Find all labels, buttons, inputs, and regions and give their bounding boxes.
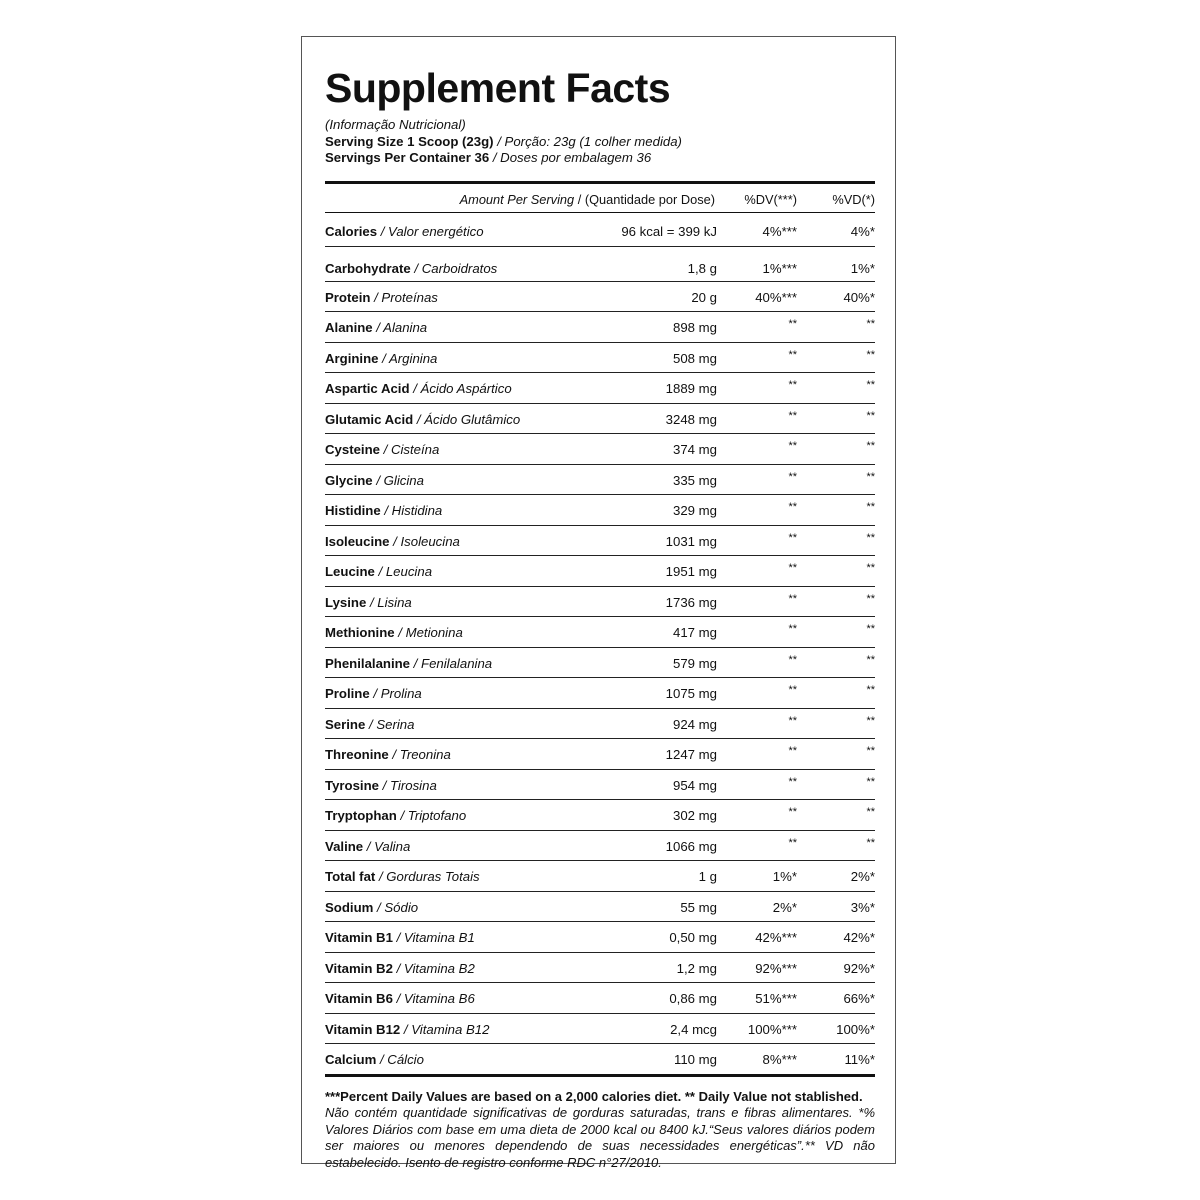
nutrient-name-pt: / Valor energético: [377, 223, 484, 239]
nutrient-amount: 0,86 mg: [669, 991, 717, 1006]
nutrient-dv: 40%***: [755, 289, 797, 305]
nutrient-name-en: Glycine: [325, 472, 373, 488]
footnote-english: ***Percent Daily Values are based on a 2,000 calories diet. ** Daily Value not stablished.: [325, 1088, 863, 1104]
nutrient-name-pt: / Metionina: [394, 625, 463, 640]
nutrient-name: [325, 900, 418, 915]
nutrient-amount: 96 kcal = 399 kJ: [621, 223, 717, 239]
nutrient-dv: **: [788, 409, 797, 422]
nutrient-name: [325, 869, 480, 884]
nutrient-name-en: Tryptophan: [325, 808, 397, 823]
nutrient-dv: **: [788, 653, 797, 666]
nutrient-name: [325, 656, 492, 671]
nutrient-vd: 1%*: [850, 260, 875, 276]
nutrient-name-pt: / Fenilalanina: [410, 655, 493, 671]
nutrient-amount: 924 mg: [673, 716, 717, 732]
table-row: [325, 922, 875, 953]
nutrient-name-pt: / Glicina: [372, 472, 424, 488]
nutrient-dv: **: [788, 745, 797, 757]
info-text: (Informação Nutricional): [325, 117, 466, 132]
nutrient-name: [325, 261, 497, 276]
nutrient-amount: 898 mg: [673, 320, 717, 335]
nutrient-dv: **: [788, 775, 797, 788]
nutrient-name-en: Lysine: [325, 594, 367, 610]
table-row: [325, 434, 875, 465]
nutrient-name: [325, 224, 484, 239]
table-row: [325, 770, 875, 801]
nutrient-amount: 55 mg: [680, 899, 717, 915]
nutrient-name: [325, 747, 451, 762]
nutrient-name-en: Vitamin B2: [325, 960, 393, 976]
nutrient-vd: **: [866, 409, 875, 422]
nutrient-name-en: Alanine: [325, 320, 373, 335]
nutrient-name: [325, 595, 412, 610]
nutrient-name-en: Vitamin B1: [325, 930, 393, 945]
nutrient-name-pt: / Tirosina: [379, 777, 437, 793]
nutrient-name-en: Aspartic Acid: [325, 381, 410, 396]
servings-per-container-line: [325, 150, 875, 167]
nutrient-vd: **: [866, 440, 875, 452]
nutrient-name-pt: / Cisteína: [379, 442, 440, 457]
nutrient-dv: 1%*: [772, 869, 797, 884]
nutrient-amount: 1 g: [698, 869, 717, 884]
nutrient-name: [325, 808, 466, 823]
table-row: [325, 556, 875, 587]
nutrient-name-en: Tyrosine: [325, 777, 379, 793]
nutrient-dv: **: [788, 836, 797, 849]
nutrient-name-pt: / Prolina: [369, 686, 422, 701]
nutrient-dv: **: [788, 348, 797, 361]
nutrient-vd: **: [866, 470, 875, 483]
table-row: [325, 678, 875, 709]
nutrient-amount: 417 mg: [673, 625, 717, 640]
nutrient-dv: **: [788, 714, 797, 727]
nutrient-name-pt: / Sódio: [373, 899, 419, 915]
nutrient-dv: 100%***: [747, 1021, 797, 1037]
table-row: [325, 526, 875, 557]
nutrient-vd: **: [866, 806, 875, 818]
nutrient-vd: 66%*: [843, 991, 875, 1006]
footnote-portuguese: Não contém quantidade significativas de gorduras saturadas, trans e fibras alimentares. *% Valores Diários com base em uma dieta de 2000 kcal ou 8400 kJ.“Seus valores diários podem ser maiores ou menores dependendo de suas necessidades energéticas”.** VD não estabelecido. Isento de registro conforme RDC n°27/2010.: [325, 1105, 875, 1170]
nutrient-name-en: Threonine: [325, 747, 389, 762]
nutrient-name: [325, 991, 475, 1006]
nutrient-amount: 1066 mg: [665, 838, 717, 854]
nutrient-name-en: Carbohydrate: [325, 260, 411, 276]
nutrient-name-pt: / Proteínas: [370, 289, 438, 305]
nutrient-name-en: Protein: [325, 289, 371, 305]
nutrient-name: [325, 930, 475, 945]
nutrient-name-en: Glutamic Acid: [325, 411, 414, 427]
table-row: [325, 1014, 875, 1045]
table-row: [325, 800, 875, 831]
table-row: [325, 739, 875, 770]
panel-content: [325, 59, 875, 1171]
nutrient-amount: 1951 mg: [665, 564, 717, 579]
table-row: [325, 861, 875, 892]
nutrient-name-pt: / Treonina: [388, 747, 451, 762]
nutrient-vd: 4%*: [850, 223, 875, 239]
nutrient-name: [325, 351, 437, 366]
nutrient-name-pt: / Vitamina B6: [392, 991, 475, 1006]
nutrient-amount: 110 mg: [673, 1052, 717, 1067]
nutrient-name-en: Calories: [325, 223, 378, 239]
nutrient-dv: **: [788, 592, 797, 605]
table-header: [325, 184, 875, 212]
nutrient-name: [325, 778, 437, 793]
table-row: [325, 465, 875, 496]
nutrient-name-pt: / Alanina: [372, 320, 428, 335]
nutrient-name-pt: / Vitamina B2: [392, 960, 475, 976]
nutrient-name: [325, 961, 475, 976]
nutrient-amount: 0,50 mg: [669, 930, 717, 945]
table-row: [325, 213, 875, 247]
nutrient-vd: **: [866, 714, 875, 727]
nutrient-amount: 1031 mg: [665, 533, 717, 549]
table-row: [325, 373, 875, 404]
nutrient-name-pt: / Ácido Glutâmico: [413, 411, 521, 427]
nutrient-amount: 302 mg: [673, 808, 717, 823]
nutrient-vd: 3%*: [850, 899, 875, 915]
table-row: [325, 247, 875, 282]
table-row: [325, 343, 875, 374]
nutrient-amount: 1,2 mg: [676, 960, 717, 976]
nutrient-name-pt: / Vitamina B1: [392, 930, 475, 945]
nutrient-vd: **: [866, 653, 875, 666]
table-row: [325, 587, 875, 618]
nutrient-amount: 1247 mg: [665, 747, 717, 762]
nutrient-vd: 40%*: [843, 289, 875, 305]
servings-en: Servings Per Container 36: [325, 150, 490, 165]
nutrient-name-en: Leucine: [325, 564, 375, 579]
subtitle-block: [325, 117, 875, 167]
nutrient-dv: **: [788, 562, 797, 574]
nutrient-name: [325, 625, 463, 640]
nutrient-name-en: Valine: [325, 838, 364, 854]
nutrient-vd: **: [866, 836, 875, 849]
nutrient-amount: 1736 mg: [665, 594, 717, 610]
amount-header-pt: / (Quantidade por Dose): [574, 191, 715, 207]
nutrient-dv: 2%*: [772, 899, 797, 915]
nutrient-name-en: Histidine: [325, 503, 381, 518]
nutrient-amount: 20 g: [691, 289, 717, 305]
nutrient-name: [325, 412, 520, 427]
nutrient-table: [325, 213, 875, 1077]
nutrient-name: [325, 381, 512, 396]
table-row: [325, 709, 875, 740]
nutrient-name-pt: / Triptofano: [396, 808, 467, 823]
footnotes: [325, 1089, 875, 1172]
nutrient-vd: 42%*: [843, 930, 875, 945]
nutrient-name: [325, 320, 427, 335]
table-row: [325, 1044, 875, 1077]
table-row: [325, 831, 875, 862]
nutrient-name: [325, 564, 432, 579]
nutrient-name-en: Isoleucine: [325, 533, 390, 549]
nutrient-amount: 508 mg: [673, 350, 717, 366]
nutrient-vd: 100%*: [836, 1021, 875, 1037]
nutrient-name-pt: / Ácido Aspártico: [409, 381, 512, 396]
nutrient-name-en: Serine: [325, 716, 366, 732]
nutrient-dv: 92%***: [755, 960, 797, 976]
nutrient-name-en: Arginine: [325, 350, 379, 366]
nutrient-dv: **: [788, 806, 797, 818]
nutrient-dv: **: [788, 379, 797, 391]
table-row: [325, 404, 875, 435]
nutrient-name-en: Phenilalanine: [325, 655, 411, 671]
nutrient-vd: **: [866, 623, 875, 635]
nutrient-name-pt: / Arginina: [378, 350, 438, 366]
nutrient-name: [325, 534, 460, 549]
nutrient-dv: **: [788, 501, 797, 513]
nutrient-dv: **: [788, 470, 797, 483]
nutrient-name-en: Total fat: [325, 869, 376, 884]
table-row: [325, 953, 875, 984]
servings-pt: / Doses por embalagem 36: [489, 150, 652, 165]
supplement-facts-panel: [301, 36, 896, 1170]
table-row: [325, 617, 875, 648]
nutrient-name-en: Methionine: [325, 625, 395, 640]
nutrient-name: [325, 1022, 489, 1037]
nutrient-name-pt: / Lisina: [366, 594, 412, 610]
nutrient-name-pt: / Cálcio: [376, 1052, 424, 1067]
nutrient-amount: 3248 mg: [665, 411, 717, 427]
nutrient-amount: 329 mg: [673, 503, 717, 518]
nutrient-vd: **: [866, 501, 875, 513]
nutrient-amount: 1075 mg: [665, 686, 717, 701]
nutrient-name: [325, 290, 438, 305]
nutrient-name: [325, 717, 414, 732]
nutrient-amount: 1889 mg: [665, 381, 717, 396]
nutrient-amount: 374 mg: [673, 442, 717, 457]
nutrient-name-pt: / Serina: [365, 716, 415, 732]
amount-header: [460, 192, 715, 207]
nutrient-vd: **: [866, 348, 875, 361]
dv-header: %DV(***): [744, 191, 797, 207]
vd-header: %VD(*): [832, 191, 875, 207]
nutrient-amount: 335 mg: [673, 472, 717, 488]
nutrient-vd: 92%*: [843, 960, 875, 976]
page-title: Supplement Facts: [325, 65, 671, 111]
serving-size-pt: / Porção: 23g (1 colher medida): [493, 133, 682, 149]
nutrient-dv: **: [788, 440, 797, 452]
nutrient-name: [325, 1052, 424, 1067]
nutrient-amount: 579 mg: [673, 655, 717, 671]
nutrient-name-en: Vitamin B12: [325, 1021, 401, 1037]
nutrient-dv: 8%***: [762, 1052, 797, 1067]
nutrient-vd: **: [866, 684, 875, 696]
nutrient-vd: **: [866, 531, 875, 544]
nutrient-name-pt: / Histidina: [380, 503, 443, 518]
nutrient-dv: **: [788, 531, 797, 544]
table-row: [325, 648, 875, 679]
nutrient-vd: **: [866, 379, 875, 391]
nutrient-name-pt: / Carboidratos: [410, 260, 498, 276]
table-row: [325, 983, 875, 1014]
nutrient-name-pt: / Gorduras Totais: [375, 869, 480, 884]
nutrient-name: [325, 473, 424, 488]
table-row: [325, 312, 875, 343]
nutrient-vd: **: [866, 318, 875, 330]
nutrient-name-pt: / Vitamina B12: [400, 1021, 490, 1037]
nutrient-name-pt: / Isoleucina: [389, 533, 460, 549]
nutrient-amount: 954 mg: [673, 777, 717, 793]
nutrient-name: [325, 442, 439, 457]
nutrient-dv: 1%***: [762, 260, 797, 276]
nutrient-amount: 1,8 g: [687, 260, 717, 276]
nutrient-name-en: Proline: [325, 686, 370, 701]
nutrient-dv: 4%***: [762, 223, 797, 239]
serving-size-en: Serving Size 1 Scoop (23g): [325, 133, 494, 149]
nutrient-dv: 51%***: [755, 991, 797, 1006]
nutrient-vd: **: [866, 775, 875, 788]
nutrient-name: [325, 686, 422, 701]
nutrient-name-pt: / Valina: [363, 838, 411, 854]
nutrient-name-en: Cysteine: [325, 442, 380, 457]
nutrient-dv: **: [788, 623, 797, 635]
nutrient-vd: 11%*: [844, 1052, 875, 1067]
nutrient-dv: **: [788, 318, 797, 330]
table-row: [325, 495, 875, 526]
nutrient-vd: **: [866, 745, 875, 757]
serving-size-line: [325, 134, 875, 151]
table-row: [325, 282, 875, 313]
nutrient-vd: **: [866, 592, 875, 605]
nutrient-name-en: Vitamin B6: [325, 991, 393, 1006]
nutrient-dv: **: [788, 684, 797, 696]
nutrient-amount: 2,4 mcg: [670, 1021, 717, 1037]
amount-header-en: Amount Per Serving: [459, 191, 575, 207]
nutrient-dv: 42%***: [755, 930, 797, 945]
table-row: [325, 892, 875, 923]
nutrient-name: [325, 839, 410, 854]
nutrient-name-pt: / Leucina: [374, 564, 433, 579]
nutrient-name-en: Sodium: [325, 899, 374, 915]
info-line: [325, 117, 875, 134]
nutrient-vd: **: [866, 562, 875, 574]
nutrient-name: [325, 503, 442, 518]
nutrient-vd: 2%*: [850, 869, 875, 884]
nutrient-name-en: Calcium: [325, 1052, 377, 1067]
